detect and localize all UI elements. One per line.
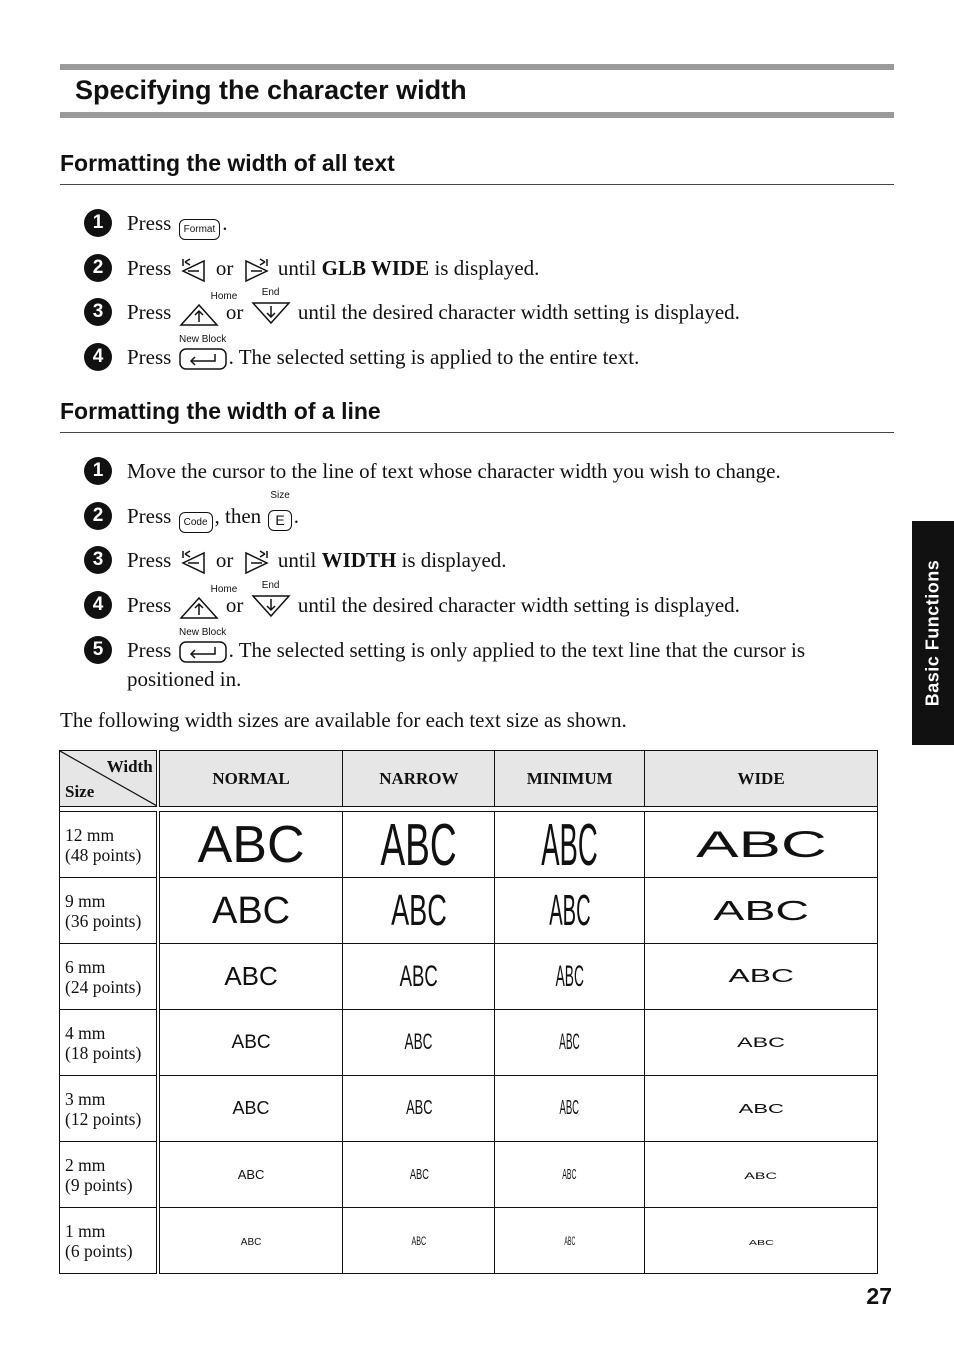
sample-text: ABC	[405, 1096, 433, 1119]
sample-cell-wide	[645, 1208, 878, 1274]
key-label: Home	[210, 291, 238, 303]
size-cell	[60, 878, 158, 944]
cursor-down-key-icon	[251, 287, 291, 327]
sample-text: ABC	[211, 889, 291, 932]
sample-cell-minimum	[495, 812, 645, 878]
step-text: Press	[127, 256, 172, 280]
sample-text: ABC	[380, 810, 457, 878]
sample-text: ABC	[404, 1029, 433, 1054]
table-row	[60, 1076, 878, 1142]
size-cell	[60, 944, 158, 1010]
cursor-left-key-icon	[179, 549, 209, 575]
sample-text: ABC	[237, 1166, 265, 1182]
sample-cell-narrow	[343, 1208, 495, 1274]
sample-text: ABC	[695, 822, 827, 865]
sample-text: ABC	[391, 885, 447, 935]
sample-cell-narrow	[343, 812, 495, 878]
size-points: (6 points)	[65, 1240, 133, 1261]
sample-text: ABC	[748, 1237, 774, 1247]
corner-width-label: Width	[106, 757, 153, 776]
sample-text: ABC	[744, 1170, 778, 1181]
step-text: . The selected setting is applied to the entire text.	[228, 345, 640, 369]
corner-size-label: Size	[65, 782, 95, 801]
corner-cell	[60, 751, 158, 807]
side-tab	[912, 521, 954, 745]
sample-text: ABC	[549, 885, 591, 935]
step-text: or	[225, 593, 244, 617]
table-row	[60, 1142, 878, 1208]
table-row	[60, 812, 878, 878]
step-text: or	[225, 300, 244, 324]
step-text: Press	[127, 548, 172, 572]
step-text: , then	[214, 504, 262, 528]
sample-text: ABC	[738, 1100, 784, 1116]
size-mm: 2 mm	[65, 1154, 106, 1175]
cursor-down-key-icon	[251, 580, 291, 620]
step-4	[84, 334, 890, 372]
subsection-a-line	[60, 398, 894, 433]
step-text: Press	[127, 504, 172, 528]
sample-text: ABC	[555, 959, 584, 993]
size-mm: 1 mm	[65, 1220, 106, 1241]
size-mm: 4 mm	[65, 1022, 106, 1043]
subsection-heading: Formatting the width of all text	[60, 150, 395, 176]
step-number: 4	[84, 343, 112, 371]
key-label: End	[261, 287, 280, 299]
sample-cell-wide	[645, 812, 878, 878]
step-text: Press	[127, 638, 172, 662]
col-wide: WIDE	[645, 751, 878, 807]
table-row	[60, 878, 878, 944]
sample-cell-minimum	[495, 1010, 645, 1076]
size-cell	[60, 1076, 158, 1142]
step-number: 2	[84, 254, 112, 282]
size-mm: 6 mm	[65, 956, 106, 977]
sample-text: ABC	[713, 894, 809, 926]
size-cell	[60, 1208, 158, 1274]
sample-text: ABC	[562, 1165, 577, 1183]
code-key: Code	[179, 504, 213, 533]
sample-cell-wide	[645, 944, 878, 1010]
size-points: (36 points)	[65, 910, 142, 931]
e-key: E Size	[268, 504, 291, 533]
sample-cell-normal	[158, 1208, 343, 1274]
step-5	[84, 627, 890, 694]
sample-text: ABC	[559, 1029, 581, 1054]
key-label: New Block	[178, 334, 227, 346]
size-points: (48 points)	[65, 844, 142, 865]
size-points: (12 points)	[65, 1108, 142, 1129]
step-number: 4	[84, 591, 112, 619]
step-text: Press	[127, 211, 172, 235]
sample-text: ABC	[559, 1096, 580, 1119]
cursor-right-key-icon	[241, 257, 271, 283]
sample-cell-wide	[645, 1076, 878, 1142]
col-normal: NORMAL	[158, 751, 343, 807]
sample-text: ABC	[564, 1235, 576, 1248]
sample-cell-normal	[158, 878, 343, 944]
subsection-all-text	[60, 150, 894, 185]
sample-text: ABC	[737, 1034, 785, 1050]
step-text: .	[293, 504, 299, 528]
sample-text: ABC	[224, 961, 278, 991]
sample-text: ABC	[409, 1165, 429, 1183]
enter-key-icon	[178, 334, 227, 370]
sample-text: ABC	[728, 964, 794, 986]
sample-cell-normal	[158, 1010, 343, 1076]
step-bold: WIDTH	[321, 548, 397, 572]
step-text: or	[215, 548, 234, 572]
sample-cell-minimum	[495, 878, 645, 944]
side-tab-label: Basic Functions	[922, 559, 943, 707]
sample-cell-narrow	[343, 1010, 495, 1076]
size-cell	[60, 1010, 158, 1076]
step-text: until	[277, 256, 317, 280]
step-text: or	[215, 256, 234, 280]
size-cell	[60, 1142, 158, 1208]
sample-cell-narrow	[343, 1076, 495, 1142]
sample-cell-minimum	[495, 1208, 645, 1274]
table-header-row	[60, 751, 878, 807]
width-size-table	[59, 750, 878, 1274]
size-cell	[60, 812, 158, 878]
size-mm: 12 mm	[65, 824, 115, 845]
col-minimum: MINIMUM	[495, 751, 645, 807]
step-1	[84, 209, 890, 240]
step-1	[84, 457, 890, 486]
cursor-left-key-icon	[179, 257, 209, 283]
sample-cell-normal	[158, 812, 343, 878]
key-label: Size	[270, 489, 290, 501]
sample-text: ABC	[232, 1097, 270, 1118]
table-row	[60, 1010, 878, 1076]
step-text: is displayed.	[434, 256, 540, 280]
key-label: New Block	[178, 627, 227, 639]
step-4	[84, 580, 890, 620]
size-points: (18 points)	[65, 1042, 142, 1063]
sample-cell-normal	[158, 944, 343, 1010]
step-3	[84, 287, 890, 327]
step-number: 3	[84, 546, 112, 574]
step-2	[84, 254, 890, 283]
sample-cell-narrow	[343, 878, 495, 944]
step-text: until the desired character width setting is displayed.	[297, 593, 740, 617]
step-number: 1	[84, 209, 112, 237]
table-row	[60, 1208, 878, 1274]
sample-text: ABC	[541, 810, 598, 878]
sample-text: ABC	[240, 1236, 262, 1248]
page-number: 27	[866, 1283, 892, 1309]
subsection-heading: Formatting the width of a line	[60, 398, 381, 424]
sample-cell-normal	[158, 1142, 343, 1208]
step-text: Press	[127, 345, 172, 369]
size-mm: 3 mm	[65, 1088, 106, 1109]
step-bold: GLB WIDE	[321, 256, 430, 280]
step-text: Move the cursor to the line of text whose character width you wish to change.	[127, 459, 781, 483]
step-text: Press	[127, 593, 172, 617]
key-label: Home	[210, 584, 238, 596]
sample-text: ABC	[399, 959, 438, 993]
step-number: 2	[84, 502, 112, 530]
sample-cell-minimum	[495, 1076, 645, 1142]
table-row	[60, 944, 878, 1010]
sample-text: ABC	[411, 1235, 427, 1248]
step-2	[84, 489, 890, 533]
size-mm: 9 mm	[65, 890, 106, 911]
table-intro: The following width sizes are available for each text size as shown.	[60, 708, 627, 732]
sample-cell-normal	[158, 1076, 343, 1142]
size-points: (9 points)	[65, 1174, 133, 1195]
sample-cell-wide	[645, 1010, 878, 1076]
step-text: until the desired character width setting is displayed.	[297, 300, 740, 324]
sample-cell-minimum	[495, 1142, 645, 1208]
step-3	[84, 546, 890, 575]
format-key: Format	[179, 211, 221, 240]
step-text: is displayed.	[401, 548, 507, 572]
sample-cell-wide	[645, 878, 878, 944]
step-number: 1	[84, 457, 112, 485]
col-narrow: NARROW	[343, 751, 495, 807]
sample-text: ABC	[231, 1031, 271, 1053]
sample-cell-minimum	[495, 944, 645, 1010]
sample-text: ABC	[197, 815, 305, 874]
section-header	[60, 64, 894, 118]
sample-cell-narrow	[343, 944, 495, 1010]
size-points: (24 points)	[65, 976, 142, 997]
cursor-right-key-icon	[241, 549, 271, 575]
step-text: .	[222, 211, 228, 235]
enter-key-icon	[178, 627, 227, 663]
step-number: 3	[84, 298, 112, 326]
step-text: . The selected setting is only applied to the text line that the cursor is positioned in.	[127, 638, 805, 691]
sample-cell-narrow	[343, 1142, 495, 1208]
sample-cell-wide	[645, 1142, 878, 1208]
step-text: until	[277, 548, 317, 572]
section-title: Specifying the character width	[75, 75, 467, 105]
key-label: End	[261, 580, 280, 592]
step-text: Press	[127, 300, 172, 324]
step-number: 5	[84, 636, 112, 664]
